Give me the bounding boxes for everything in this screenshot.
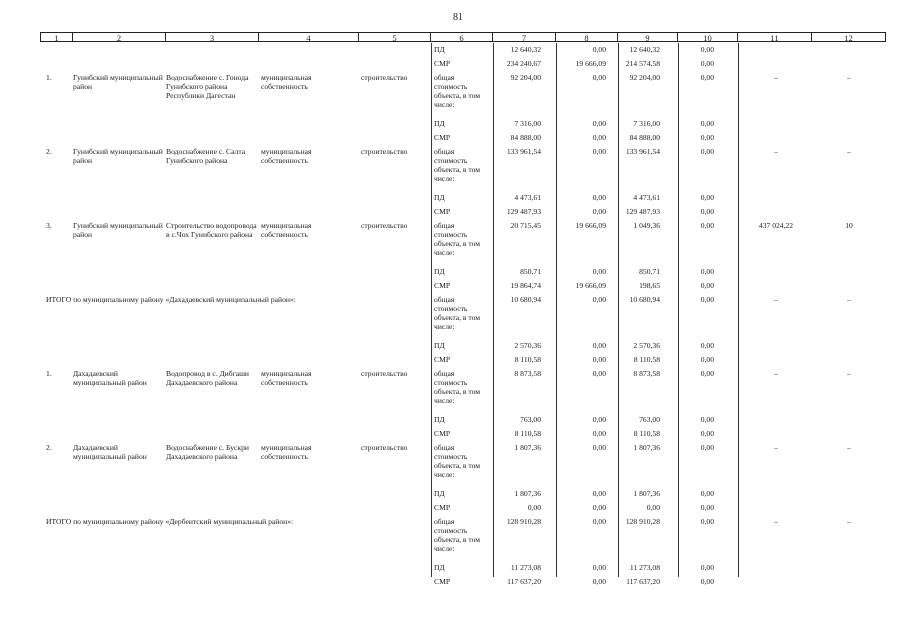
column-header-7: 7 xyxy=(493,32,556,42)
value-col-9: 84 888,00 xyxy=(629,133,660,142)
cost-category: ПД xyxy=(434,193,445,202)
cost-category: ПД xyxy=(434,267,445,276)
cost-category: СМР xyxy=(434,577,451,586)
value-col-10: 0,00 xyxy=(700,563,714,572)
cost-category: СМР xyxy=(434,503,451,512)
value-col-10: 0,00 xyxy=(700,267,714,276)
value-col-7: 234 240,67 xyxy=(506,59,541,68)
value-col-7: 850,71 xyxy=(520,267,541,276)
cost-category: общая стоимость объекта, в том числе: xyxy=(434,73,481,109)
value-col-8: 0,00 xyxy=(592,443,606,452)
value-col-7: 92 204,00 xyxy=(510,73,541,82)
work-type: строительство xyxy=(361,221,408,230)
value-col-7: 84 888,00 xyxy=(510,133,541,142)
value-col-10: 0,00 xyxy=(700,443,714,452)
value-col-7: 8 110,58 xyxy=(514,355,541,364)
value-col-10: 0,00 xyxy=(700,147,714,156)
ownership: муниципальная собственность xyxy=(261,221,312,239)
cost-category: общая стоимость объекта, в том числе: xyxy=(434,443,481,479)
work-type: строительство xyxy=(361,369,408,378)
column-header-3: 3 xyxy=(166,32,259,42)
value-col-10: 0,00 xyxy=(700,503,714,512)
value-col-9: 850,71 xyxy=(639,267,660,276)
value-col-9: 763,00 xyxy=(639,415,660,424)
value-col-11: – xyxy=(774,369,778,378)
value-col-10: 0,00 xyxy=(700,221,714,230)
cost-category: СМР xyxy=(434,207,451,216)
value-col-10: 0,00 xyxy=(700,517,714,526)
cost-category: СМР xyxy=(434,281,451,290)
value-col-9: 92 204,00 xyxy=(629,73,660,82)
value-col-8: 0,00 xyxy=(592,45,606,54)
district-name: Гунибский муниципальный район xyxy=(73,147,163,165)
row-number: 3. xyxy=(46,221,52,230)
value-col-12: – xyxy=(847,147,851,156)
value-col-10: 0,00 xyxy=(700,489,714,498)
value-col-8: 0,00 xyxy=(592,341,606,350)
value-col-11: – xyxy=(774,295,778,304)
district-name: Гунибский муниципальный район xyxy=(73,73,163,91)
value-col-9: 11 273,08 xyxy=(629,563,660,572)
value-col-9: 4 473,61 xyxy=(633,193,660,202)
cost-category: общая стоимость объекта, в том числе: xyxy=(434,295,481,331)
value-col-8: 0,00 xyxy=(592,147,606,156)
value-col-9: 133 961,54 xyxy=(625,147,660,156)
value-col-9: 8 873,58 xyxy=(633,369,660,378)
value-col-9: 12 640,32 xyxy=(629,45,660,54)
total-label: ИТОГО по муниципальному району «Дербентский муниципальный район»: xyxy=(46,517,294,526)
value-col-10: 0,00 xyxy=(700,369,714,378)
column-header-6: 6 xyxy=(431,32,493,42)
district-name: Дахадаевский муниципальный район xyxy=(73,369,147,387)
column-header-row xyxy=(0,32,916,43)
column-header-5: 5 xyxy=(359,32,431,42)
value-col-7: 8 873,58 xyxy=(514,369,541,378)
value-col-11: – xyxy=(774,443,778,452)
row-number: 1. xyxy=(46,369,52,378)
value-col-10: 0,00 xyxy=(700,577,714,586)
value-col-10: 0,00 xyxy=(700,415,714,424)
row-number: 2. xyxy=(46,147,52,156)
value-col-11: – xyxy=(774,517,778,526)
object-name: Водоснабжение с. Гонода Гунибского района Республики Дагестан xyxy=(166,73,249,100)
value-col-9: 10 680,94 xyxy=(629,295,660,304)
cost-category: ПД xyxy=(434,45,445,54)
value-col-7: 12 640,32 xyxy=(510,45,541,54)
object-name: Водоснабжение с. Бускри Дахадаевского района xyxy=(166,443,249,461)
page-number: 81 xyxy=(453,12,463,23)
row-number: 1. xyxy=(46,73,52,82)
grid-line xyxy=(738,43,739,577)
cost-category: ПД xyxy=(434,489,445,498)
value-col-7: 7 316,00 xyxy=(514,119,541,128)
work-type: строительство xyxy=(361,147,408,156)
value-col-7: 117 637,20 xyxy=(507,577,541,586)
value-col-12: – xyxy=(847,73,851,82)
value-col-9: 1 807,36 xyxy=(633,489,660,498)
value-col-10: 0,00 xyxy=(700,355,714,364)
column-header-12: 12 xyxy=(812,32,886,42)
cost-category: ПД xyxy=(434,119,445,128)
column-header-4: 4 xyxy=(259,32,359,42)
cost-category: общая стоимость объекта, в том числе: xyxy=(434,221,481,257)
ownership: муниципальная собственность xyxy=(261,443,312,461)
value-col-10: 0,00 xyxy=(700,281,714,290)
value-col-10: 0,00 xyxy=(700,73,714,82)
value-col-8: 0,00 xyxy=(592,577,606,586)
cost-category: СМР xyxy=(434,355,451,364)
value-col-10: 0,00 xyxy=(700,207,714,216)
value-col-7: 0,00 xyxy=(527,503,541,512)
value-col-9: 8 110,58 xyxy=(633,429,660,438)
value-col-10: 0,00 xyxy=(700,59,714,68)
value-col-9: 117 637,20 xyxy=(626,577,660,586)
value-col-7: 20 715,45 xyxy=(510,221,541,230)
value-col-8: 0,00 xyxy=(592,295,606,304)
object-name: Строительство водопровода в с.Чох Гунибского района xyxy=(166,221,257,239)
district-name: Дахадаевский муниципальный район xyxy=(73,443,147,461)
value-col-7: 8 110,58 xyxy=(514,429,541,438)
value-col-8: 0,00 xyxy=(592,267,606,276)
object-name: Водоснабжение с. Салта Гунибского района xyxy=(166,147,246,165)
value-col-10: 0,00 xyxy=(700,119,714,128)
value-col-8: 0,00 xyxy=(592,133,606,142)
value-col-8: 0,00 xyxy=(592,503,606,512)
value-col-9: 198,65 xyxy=(639,281,660,290)
value-col-9: 129 487,93 xyxy=(625,207,660,216)
value-col-8: 0,00 xyxy=(592,193,606,202)
value-col-10: 0,00 xyxy=(700,45,714,54)
value-col-10: 0,00 xyxy=(700,133,714,142)
value-col-9: 214 574,58 xyxy=(625,59,660,68)
grid-line xyxy=(678,43,679,577)
cost-category: ПД xyxy=(434,415,445,424)
object-name: Водопровод в с. Дибгаши Дахадаевского района xyxy=(166,369,249,387)
value-col-9: 7 316,00 xyxy=(633,119,660,128)
value-col-8: 0,00 xyxy=(592,489,606,498)
value-col-9: 128 910,28 xyxy=(625,517,660,526)
value-col-12: – xyxy=(847,443,851,452)
value-col-11: – xyxy=(774,147,778,156)
value-col-11: – xyxy=(774,73,778,82)
value-col-10: 0,00 xyxy=(700,193,714,202)
column-header-2: 2 xyxy=(73,32,166,42)
column-header-9: 9 xyxy=(618,32,678,42)
value-col-12: – xyxy=(847,517,851,526)
value-col-10: 0,00 xyxy=(700,295,714,304)
district-name: Гунибский муниципальный район xyxy=(73,221,163,239)
cost-category: общая стоимость объекта, в том числе: xyxy=(434,517,481,553)
total-label: ИТОГО по муниципальному району «Дахадаевский муниципальный район»: xyxy=(46,295,296,304)
cost-category: ПД xyxy=(434,563,445,572)
value-col-8: 0,00 xyxy=(592,369,606,378)
work-type: строительство xyxy=(361,443,408,452)
value-col-12: – xyxy=(847,369,851,378)
value-col-8: 0,00 xyxy=(592,415,606,424)
column-header-1: 1 xyxy=(40,32,73,42)
value-col-8: 0,00 xyxy=(592,207,606,216)
cost-category: ПД xyxy=(434,341,445,350)
ownership: муниципальная собственность xyxy=(261,73,312,91)
cost-category: СМР xyxy=(434,429,451,438)
ownership: муниципальная собственность xyxy=(261,147,312,165)
value-col-7: 1 807,36 xyxy=(514,489,541,498)
cost-category: общая стоимость объекта, в том числе: xyxy=(434,147,481,183)
ownership: муниципальная собственность xyxy=(261,369,312,387)
value-col-12: 10 xyxy=(845,221,853,230)
value-col-7: 129 487,93 xyxy=(506,207,541,216)
column-header-11: 11 xyxy=(738,32,812,42)
value-col-11: 437 024,22 xyxy=(758,221,794,230)
value-col-8: 19 666,09 xyxy=(575,281,606,290)
value-col-7: 2 570,36 xyxy=(514,341,541,350)
grid-line xyxy=(431,43,432,577)
value-col-8: 19 666,09 xyxy=(575,59,606,68)
value-col-8: 0,00 xyxy=(592,355,606,364)
cost-category: СМР xyxy=(434,59,451,68)
cost-category: СМР xyxy=(434,133,451,142)
value-col-7: 128 910,28 xyxy=(506,517,541,526)
value-col-7: 4 473,61 xyxy=(514,193,541,202)
value-col-9: 1 807,36 xyxy=(633,443,660,452)
value-col-9: 1 049,36 xyxy=(633,221,660,230)
value-col-8: 0,00 xyxy=(592,563,606,572)
work-type: строительство xyxy=(361,73,408,82)
column-header-10: 10 xyxy=(678,32,738,42)
value-col-9: 2 570,36 xyxy=(633,341,660,350)
column-header-8: 8 xyxy=(556,32,618,42)
value-col-8: 0,00 xyxy=(592,517,606,526)
value-col-8: 19 666,09 xyxy=(575,221,606,230)
value-col-7: 19 864,74 xyxy=(510,281,541,290)
value-col-12: – xyxy=(847,295,851,304)
row-number: 2. xyxy=(46,443,52,452)
value-col-7: 1 807,36 xyxy=(514,443,541,452)
value-col-7: 11 273,08 xyxy=(510,563,541,572)
value-col-7: 10 680,94 xyxy=(510,295,541,304)
value-col-8: 0,00 xyxy=(592,429,606,438)
value-col-9: 0,00 xyxy=(646,503,660,512)
value-col-7: 133 961,54 xyxy=(506,147,541,156)
value-col-10: 0,00 xyxy=(700,429,714,438)
value-col-7: 763,00 xyxy=(520,415,541,424)
value-col-9: 8 110,58 xyxy=(633,355,660,364)
cost-category: общая стоимость объекта, в том числе: xyxy=(434,369,481,405)
value-col-8: 0,00 xyxy=(592,119,606,128)
value-col-10: 0,00 xyxy=(700,341,714,350)
value-col-8: 0,00 xyxy=(592,73,606,82)
